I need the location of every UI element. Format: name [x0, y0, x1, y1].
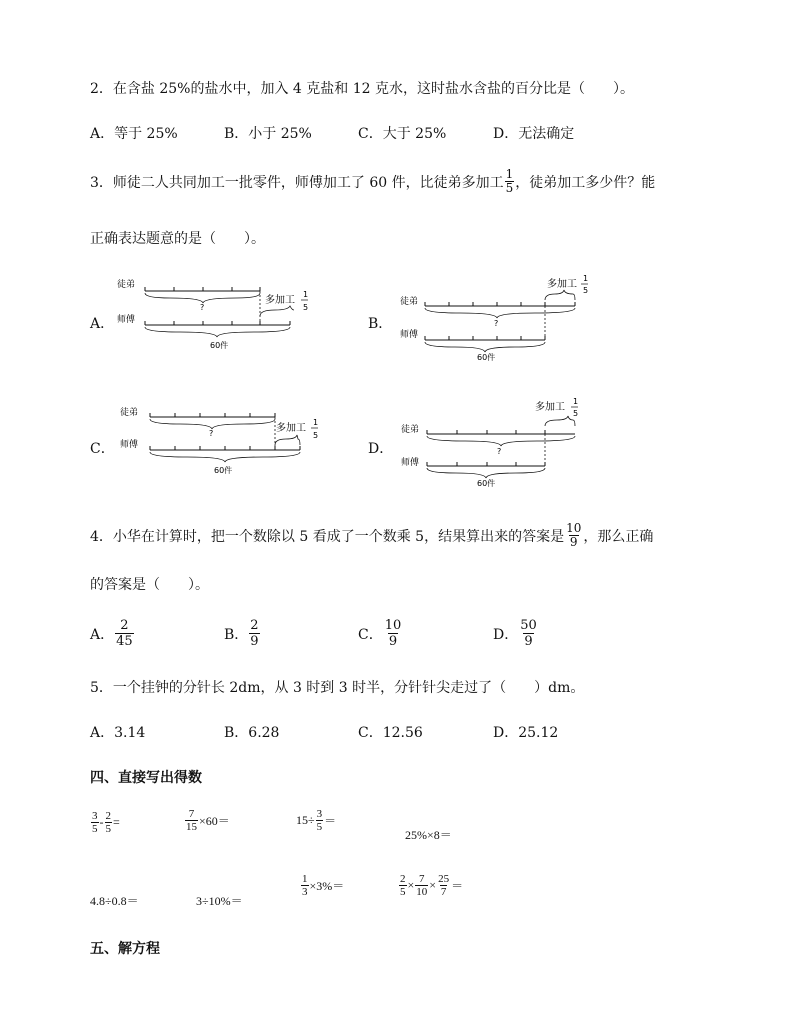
q2-option-b[interactable]: B．小于 25%: [224, 126, 312, 142]
diagram-a-more-den: 5: [303, 303, 309, 312]
calc-3-eq: ＝: [324, 814, 337, 828]
q2-option-d[interactable]: D．无法确定: [493, 126, 575, 142]
diagram-d-question: ?: [497, 447, 502, 456]
calc-8-x2: ×: [429, 878, 437, 892]
diagram-c-question: ?: [209, 429, 214, 438]
calc-1-c: 2: [105, 810, 111, 822]
q4-option-a-letter: A．: [90, 626, 115, 643]
q4-option-c-letter: C．: [358, 626, 383, 643]
diagram-d-more-label: 多加工: [535, 402, 565, 413]
q3-fraction: [505, 168, 515, 195]
calc-7-a: 1: [302, 873, 308, 885]
q3-text-b: ，徒弟加工多少件？能: [515, 174, 656, 191]
calc-1-frac-a: [91, 810, 99, 835]
calc-2-rest: ×60＝: [199, 814, 230, 828]
question-4-line1: [90, 522, 653, 549]
diagram-b-more-den: 5: [583, 286, 589, 295]
diagram-d-more-num: 1: [573, 397, 579, 406]
calc-8-frac-3: [437, 873, 450, 898]
section-5-title: 五、解方程: [90, 941, 160, 957]
q3-option-b[interactable]: B．: [368, 316, 393, 332]
calc-1-b: 5: [92, 823, 98, 835]
q4-option-b-fraction: [249, 618, 259, 649]
diagram-d-master-label: 师傅: [401, 458, 420, 468]
calc-7-rest: ×3%＝: [309, 879, 345, 893]
q4-option-a-num: 2: [120, 618, 129, 633]
diagram-a: [110, 270, 330, 360]
q4-option-c-fraction: [384, 618, 403, 649]
q4-option-b[interactable]: [224, 618, 261, 649]
calc-8-d: 10: [416, 886, 428, 898]
q4-option-b-letter: B．: [224, 626, 249, 643]
calc-1-d: 5: [105, 823, 111, 835]
calc-4: 25%×8＝: [405, 828, 452, 842]
calc-2: [184, 808, 230, 833]
q4-option-d-num: 50: [520, 618, 537, 633]
question-2-text: 2．在含盐 25%的盐水中，加入 4 克盐和 12 克水，这时盐水含盐的百分比是（ ）。: [90, 81, 634, 97]
q3-option-d[interactable]: D．: [368, 441, 394, 457]
calc-8-frac-1: [399, 873, 407, 898]
q4-frac-den: 9: [569, 535, 578, 549]
calc-1-frac-b: [105, 810, 113, 835]
diagram-a-question: ?: [200, 303, 205, 312]
calc-3-a: 3: [316, 808, 323, 820]
q4-option-d-letter: D．: [493, 626, 519, 643]
calc-7-frac: [301, 873, 309, 898]
diagram-c-master-label: 师傅: [120, 440, 139, 450]
q4-frac-num: 10: [566, 521, 582, 535]
diagram-b: [395, 270, 615, 365]
section-4-title: 四、直接写出得数: [90, 770, 202, 786]
q3-option-a[interactable]: A．: [90, 316, 115, 332]
calc-1-a: 3: [92, 810, 98, 822]
question-3-line2: 正确表达题意的是（ ）。: [90, 231, 265, 247]
diagram-d-total: 60件: [477, 479, 496, 488]
q4-option-b-num: 2: [250, 618, 259, 633]
diagram-c-apprentice-label: 徒弟: [120, 408, 139, 418]
diagram-b-master-label: 师傅: [400, 330, 419, 340]
calc-3-b: 5: [316, 821, 323, 833]
diagram-a-apprentice-label: 徒弟: [117, 280, 136, 290]
calc-3-frac: [316, 808, 324, 833]
q4-option-c-num: 10: [384, 618, 402, 633]
diagram-a-total: 60件: [210, 341, 229, 350]
calc-2-b: 15: [186, 821, 197, 833]
q4-option-d-den: 9: [524, 634, 533, 649]
calc-6: 3÷10%＝: [196, 894, 243, 908]
calc-5: 4.8÷0.8＝: [90, 894, 139, 908]
q4-option-a[interactable]: [90, 618, 135, 649]
calc-8-eq: ＝: [451, 879, 464, 893]
q4-text-b: ，那么正确: [583, 528, 654, 545]
q4-option-d-fraction: [519, 618, 538, 649]
calc-8-c: 7: [419, 873, 425, 885]
diagram-b-more-num: 1: [583, 274, 589, 283]
calc-8: [398, 873, 463, 898]
diagram-a-more-label: 多加工: [265, 295, 295, 306]
q4-text-a: 4．小华在计算时，把一个数除以 5 看成了一个数乘 5，结果算出来的答案是: [90, 528, 565, 545]
calc-8-frac-2: [415, 873, 428, 898]
calc-8-f: 7: [440, 886, 447, 898]
calc-3: [296, 808, 336, 833]
question-5-text: 5．一个挂钟的分针长 2dm，从 3 时到 3 时半，分针针尖走过了（ ）dm。: [90, 680, 585, 696]
calc-8-b: 5: [400, 886, 406, 898]
q3-text-a: 3．师徒二人共同加工一批零件，师傅加工了 60 件，比徒弟多加工: [90, 174, 504, 191]
q5-option-a[interactable]: A．3.14: [90, 725, 146, 741]
calc-1-eq: =: [113, 815, 120, 829]
q5-option-d[interactable]: D．25.12: [493, 725, 559, 741]
q4-option-a-den: 45: [116, 634, 133, 649]
diagram-b-question: ?: [494, 319, 499, 328]
q4-option-a-fraction: [115, 618, 134, 649]
calc-1-op: -: [99, 815, 104, 829]
q2-option-c[interactable]: C．大于 25%: [358, 126, 447, 142]
q4-option-c-den: 9: [388, 634, 398, 649]
diagram-c: [110, 400, 330, 490]
diagram-d-apprentice-label: 徒弟: [401, 425, 420, 435]
diagram-d: [395, 392, 615, 492]
calc-8-x1: ×: [407, 878, 415, 892]
calc-8-e: 25: [438, 873, 450, 885]
q2-option-a[interactable]: A．等于 25%: [90, 126, 178, 142]
calc-3-pre: 15÷: [296, 813, 315, 827]
q5-option-c[interactable]: C．12.56: [358, 725, 423, 741]
calc-8-a: 2: [400, 873, 406, 885]
question-4-line2: 的答案是（ ）。: [90, 577, 209, 593]
q4-option-c[interactable]: [358, 618, 403, 649]
diagram-c-more-num: 1: [313, 418, 319, 427]
calc-1: [90, 810, 120, 835]
q3-option-c[interactable]: C．: [90, 441, 115, 457]
diagram-a-master-label: 师傅: [117, 315, 136, 325]
q4-option-b-den: 9: [250, 634, 259, 649]
q4-option-d[interactable]: [493, 618, 539, 649]
calc-2-a: 7: [188, 808, 195, 820]
diagram-b-more-label: 多加工: [547, 279, 577, 290]
calc-2-frac: [185, 808, 198, 833]
calc-7: [300, 873, 344, 898]
diagram-d-more-den: 5: [573, 409, 579, 418]
calc-7-b: 3: [302, 886, 308, 898]
q3-frac-num: 1: [505, 167, 514, 181]
diagram-c-more-label: 多加工: [276, 423, 306, 434]
diagram-c-more-den: 5: [313, 431, 319, 440]
diagram-c-total: 60件: [214, 466, 233, 475]
diagram-b-apprentice-label: 徒弟: [400, 297, 419, 307]
q4-fraction: [565, 522, 582, 549]
diagram-a-more-num: 1: [303, 290, 309, 299]
diagram-b-total: 60件: [477, 353, 496, 362]
q5-option-b[interactable]: B．6.28: [224, 725, 280, 741]
question-3-line1: [90, 168, 655, 195]
q3-frac-den: 5: [505, 181, 514, 195]
